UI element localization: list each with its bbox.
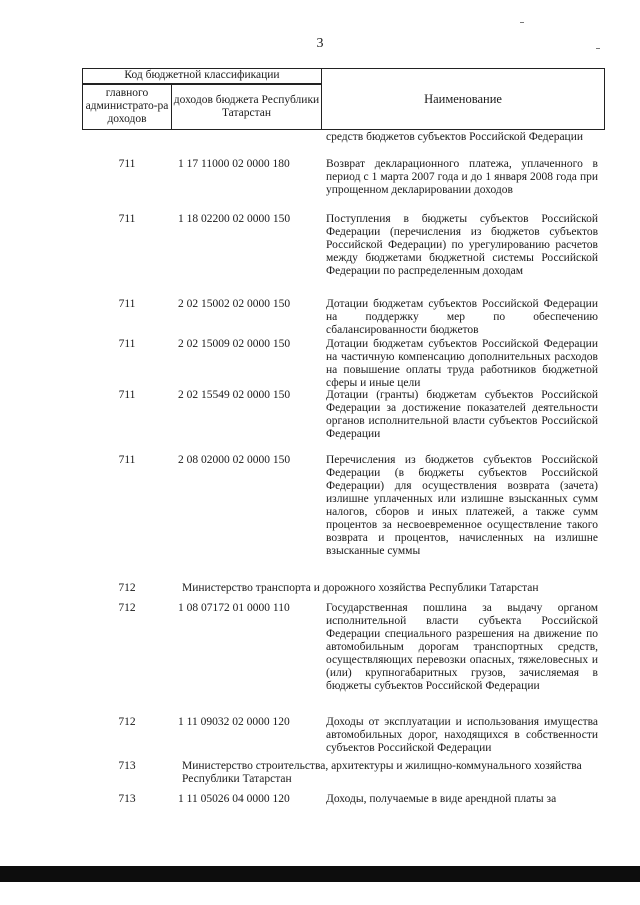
row-admin-code: 711 xyxy=(118,454,136,466)
row-admin-code: 711 xyxy=(118,158,136,170)
row-description: средств бюджетов субъектов Российской Федерации xyxy=(326,131,584,143)
row-description: Дотации бюджетам субъектов Российской Федерации на поддержку мер по обеспечению сбалансированности бюджетов xyxy=(326,298,598,336)
row-income-code: 2 02 15002 02 0000 150 xyxy=(178,298,291,310)
row-income-code: 2 08 02000 02 0000 150 xyxy=(178,454,291,466)
row-description: Дотации (гранты) бюджетам субъектов Российской Федерации за достижение показателей деятельности органов исполнительной власти субъектов Российской Федерации xyxy=(326,389,598,440)
ministry-heading: Министерство транспорта и дорожного хозяйства Республики Татарстан xyxy=(182,582,539,594)
row-income-code: 1 18 02200 02 0000 150 xyxy=(178,213,291,225)
scan-edge-bar xyxy=(0,866,640,882)
header-admin-column: главного администрато-ра доходов xyxy=(82,84,172,130)
row-description: Доходы, получаемые в виде арендной платы за xyxy=(326,793,557,805)
header-income-column: доходов бюджета Республики Татарстан xyxy=(171,84,322,130)
header-budget-classification: Код бюджетной классификации xyxy=(82,68,322,84)
scan-speck xyxy=(520,22,524,23)
row-description: Перечисления из бюджетов субъектов Российской Федерации (в бюджеты субъектов Российской Федерации) для осуществления возврата (зачета) излишне уплаченных или излишне взысканных сумм налогов, сборов и иных платежей, а также сумм процентов за несвоевременное осуществление такого возврата и процентов, начисленных на излишне взысканные суммы xyxy=(326,454,598,557)
header-name-column: Наименование xyxy=(321,68,605,130)
row-description: Доходы от эксплуатации и использования имущества автомобильных дорог, находящихся в собственности субъектов Российской Федерации xyxy=(326,716,598,754)
row-admin-code: 711 xyxy=(118,338,136,350)
row-admin-code: 711 xyxy=(118,389,136,401)
scan-speck xyxy=(596,48,600,49)
row-admin-code: 713 xyxy=(118,760,136,772)
row-description: Дотации бюджетам субъектов Российской Федерации на частичную компенсацию дополнительных расходов на повышение оплаты труда работников бюджетной сферы и иные цели xyxy=(326,338,598,389)
row-admin-code: 713 xyxy=(118,793,136,805)
row-description: Возврат декларационного платежа, уплаченного в период с 1 марта 2007 года и до 1 января 2008 года при упрощенном декларировании доходов xyxy=(326,158,598,196)
row-admin-code: 712 xyxy=(118,602,136,614)
row-income-code: 1 17 11000 02 0000 180 xyxy=(178,158,290,170)
row-admin-code: 712 xyxy=(118,582,136,594)
row-admin-code: 711 xyxy=(118,298,136,310)
row-income-code: 1 08 07172 01 0000 110 xyxy=(178,602,290,614)
row-description: Государственная пошлина за выдачу органом исполнительной власти субъекта Российской Федерации специального разрешения на движение по автомобильным дорогам транспортных средств, осуществляющих перевозки опасных, тяжеловесных и (или) крупногабаритных грузов, зачисляемая в бюджеты субъектов Российской Федерации xyxy=(326,602,598,692)
page-number: 3 xyxy=(316,36,324,51)
row-income-code: 1 11 05026 04 0000 120 xyxy=(178,793,290,805)
row-income-code: 2 02 15549 02 0000 150 xyxy=(178,389,291,401)
row-description: Поступления в бюджеты субъектов Российской Федерации (перечисления из бюджетов субъектов Российской Федерации) по урегулированию расчетов между бюджетами бюджетной системы Российской Федерации по распределенным доходам xyxy=(326,213,598,277)
row-income-code: 1 11 09032 02 0000 120 xyxy=(178,716,290,728)
row-admin-code: 711 xyxy=(118,213,136,225)
row-admin-code: 712 xyxy=(118,716,136,728)
ministry-heading: Министерство строительства, архитектуры и жилищно-коммунального хозяйства Республики Татарстан xyxy=(182,760,582,785)
row-income-code: 2 02 15009 02 0000 150 xyxy=(178,338,291,350)
